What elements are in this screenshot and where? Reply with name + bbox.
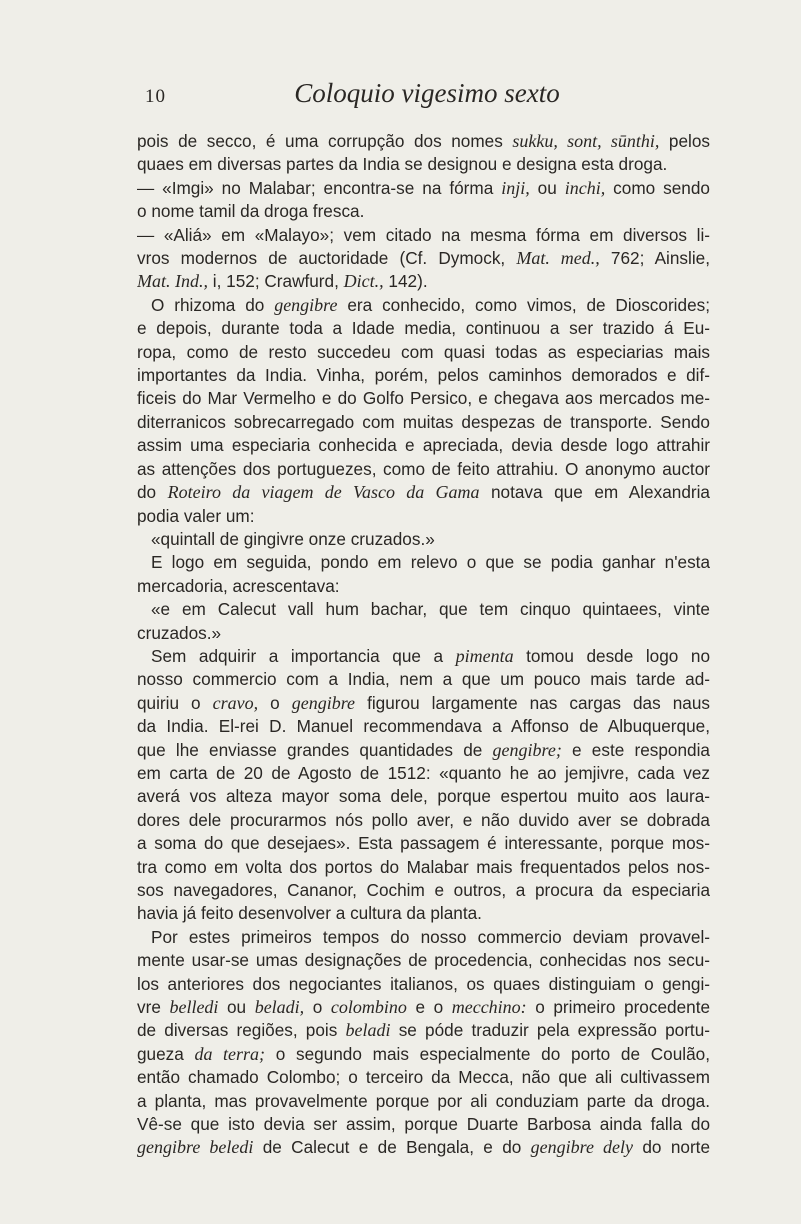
text-line	[137, 528, 710, 551]
text-run: e depois, durante toda a Idade media, continuou a ser trazido á Eu-	[137, 318, 710, 339]
text-run: gueza	[137, 1043, 195, 1064]
text-run: averá vos alteza mayor soma dele, porque espertou muito aos laura-	[137, 786, 710, 807]
text-run: Por estes primeiros tempos do nosso commercio deviam provavel-	[151, 926, 710, 947]
text-line	[137, 1019, 710, 1042]
text-line	[137, 1066, 710, 1089]
text-run: o	[258, 692, 292, 713]
text-line	[137, 668, 710, 691]
italic-term: colombino	[330, 997, 407, 1018]
text-run: de diversas regiões, pois	[137, 1020, 346, 1041]
text-run: mercadoria, acrescentava:	[137, 575, 340, 596]
text-run: figurou largamente nas cargas das naus	[355, 692, 710, 713]
text-line	[137, 575, 710, 598]
text-run: pois de secco, é uma corrupção dos nomes	[137, 131, 513, 151]
text-run: em carta de 20 de Agosto de 1512: «quanto he ao jemjivre, cada vez	[137, 762, 710, 783]
text-line	[137, 645, 710, 668]
text-line	[137, 247, 710, 270]
italic-term: belledi	[169, 997, 219, 1018]
text-run: «quintall de gingivre onze cruzados.»	[151, 528, 435, 549]
text-run: nosso commercio com a India, nem a que um pouco mais tarde ad-	[137, 669, 710, 690]
text-run: Sem adquirir a importancia que a	[151, 645, 456, 666]
text-run: «e em Calecut vall hum bachar, que tem cinquo quintaees, vinte	[151, 599, 710, 620]
text-run: los anteriores dos negociantes italianos, os quaes distinguiam o gengi-	[137, 973, 710, 994]
italic-term: gengibre dely	[530, 1137, 634, 1158]
text-line	[137, 692, 710, 715]
text-run: a soma do que desejaes». Esta passagem é interessante, porque mos-	[137, 833, 710, 854]
text-line	[137, 270, 710, 293]
text-line	[137, 153, 710, 176]
text-line	[137, 551, 710, 574]
text-line	[137, 996, 710, 1019]
text-line	[137, 785, 710, 808]
italic-term: inji,	[501, 177, 530, 198]
text-run: do norte	[633, 1137, 710, 1158]
italic-term: sukku, sont, sūnthi,	[512, 131, 660, 151]
text-run: cruzados.»	[137, 622, 222, 643]
italic-term: Dict.,	[343, 271, 384, 292]
text-line	[137, 411, 710, 434]
page-header	[145, 78, 709, 118]
text-run: O rhizoma do	[151, 294, 275, 315]
text-line	[137, 902, 710, 925]
italic-term: beladi	[345, 1020, 391, 1041]
italic-term: gengibre	[291, 692, 356, 713]
text-run: importantes da India. Vinha, porém, pelos caminhos demorados e dif-	[137, 365, 710, 386]
text-run: o primeiro procedente	[526, 997, 710, 1018]
text-line	[137, 317, 710, 340]
text-run: sos navegadores, Cananor, Cochim e outros, a procura da especiaria	[137, 880, 710, 900]
text-run: podia valer um:	[137, 505, 255, 526]
text-run: ficeis do Mar Vermelho e do Golfo Persico, e chegava aos mercados me-	[137, 388, 710, 409]
text-line	[137, 809, 710, 832]
text-line	[137, 832, 710, 855]
text-run: dores dele procurarmos nós pollo aver, e não duvido aver se dobrada	[137, 809, 710, 830]
text-run: que lhe enviasse grandes quantidades de	[137, 739, 493, 760]
text-run: mente usar-se umas designações de procedencia, conhecidas nos secu-	[137, 950, 710, 971]
text-run: notava que em Alexandria	[479, 482, 710, 503]
text-line	[137, 1113, 710, 1136]
text-line	[137, 224, 710, 247]
text-line	[137, 364, 710, 387]
text-run: ou	[218, 997, 255, 1018]
italic-term: pimenta	[455, 645, 514, 666]
italic-term: Mat. med.,	[516, 248, 600, 269]
page-number: 10	[145, 86, 166, 107]
text-line	[137, 1136, 710, 1159]
text-line	[137, 973, 710, 996]
text-run: quaes em diversas partes da India se designou e designa esta droga.	[137, 154, 668, 175]
text-line	[137, 130, 710, 153]
body-text	[137, 130, 710, 1160]
italic-term: gengibre	[274, 294, 338, 315]
text-line	[137, 622, 710, 645]
text-run: o	[304, 997, 331, 1018]
text-run: de Calecut e de Bengala, e do	[253, 1137, 531, 1158]
italic-term: cravo,	[212, 692, 259, 713]
italic-term: Mat. Ind.,	[137, 271, 208, 292]
text-run: do	[137, 482, 168, 503]
text-run: o segundo mais especialmente do porto de Coulão,	[264, 1043, 710, 1064]
text-run: quiriu o	[137, 692, 213, 713]
text-run: havia já feito desenvolver a cultura da planta.	[137, 903, 482, 924]
text-line	[137, 1043, 710, 1066]
text-line	[137, 926, 710, 949]
text-run: o nome tamil da droga fresca.	[137, 201, 365, 222]
text-line	[137, 387, 710, 410]
running-title: Coloquio vigesimo sexto	[294, 78, 560, 108]
text-run: i, 152; Crawfurd,	[208, 271, 344, 292]
text-line	[137, 505, 710, 528]
text-run: E logo em seguida, pondo em relevo o que se podia ganhar n'esta	[151, 552, 710, 573]
text-line	[137, 949, 710, 972]
text-run: ou	[529, 177, 565, 198]
text-run: então chamado Colombo; o terceiro da Mecca, não que ali cultivassem	[137, 1067, 710, 1088]
text-line	[137, 739, 710, 762]
text-line	[137, 177, 710, 200]
text-run: 142).	[383, 271, 428, 292]
text-run: vre	[137, 997, 170, 1018]
text-run: vros modernos de auctoridade (Cf. Dymock,	[137, 248, 517, 269]
text-run: e o	[406, 997, 452, 1018]
text-line	[137, 715, 710, 738]
text-line	[137, 598, 710, 621]
text-line	[137, 294, 710, 317]
text-run: Vê-se que isto devia ser assim, porque Duarte Barbosa ainda falla do	[137, 1114, 710, 1135]
text-run: a planta, mas provavelmente porque por ali conduziam parte da droga.	[137, 1090, 710, 1111]
text-line	[137, 879, 710, 902]
italic-term: gengibre;	[492, 739, 562, 760]
text-run: diterranicos sobrecarregado com muitas despezas de transporte. Sendo	[137, 411, 710, 432]
text-run: e este respondia	[561, 739, 710, 760]
text-line	[137, 481, 710, 504]
text-run: se póde traduzir pela expressão portu-	[390, 1020, 710, 1041]
italic-term: da terra;	[194, 1043, 265, 1064]
italic-term: mecchino:	[451, 997, 527, 1018]
italic-term: Roteiro da viagem de Vasco da Gama	[167, 482, 480, 503]
text-line	[137, 434, 710, 457]
text-run: era conhecido, como vimos, de Dioscorides;	[337, 294, 710, 315]
text-line	[137, 458, 710, 481]
italic-term: inchi,	[564, 177, 606, 198]
text-run: como sendo	[605, 177, 710, 198]
text-run: da India. El-rei D. Manuel recommendava a Affonso de Albuquerque,	[137, 716, 710, 737]
italic-term: beladi,	[254, 997, 305, 1018]
text-line	[137, 200, 710, 223]
text-line	[137, 1090, 710, 1113]
italic-term: gengibre beledi	[137, 1137, 254, 1158]
text-run: assim uma especiaria conhecida e apreciada, devia desde logo attrahir	[137, 435, 710, 456]
text-line	[137, 856, 710, 879]
text-line	[137, 762, 710, 785]
text-run: — «Imgi» no Malabar; encontra-se na fórma	[137, 177, 502, 198]
text-run: pelos	[659, 131, 710, 151]
text-line	[137, 341, 710, 364]
text-run: as attenções dos portuguezes, como de feito attrahiu. O anonymo auctor	[137, 458, 710, 479]
text-run: ropa, como de resto succedeu com quasi todas as especiarias mais	[137, 341, 710, 362]
text-run: 762; Ainslie,	[599, 248, 710, 269]
text-run: tra como em volta dos portos do Malabar mais frequentados pelos nos-	[137, 856, 710, 877]
text-run: tomou desde logo no	[513, 645, 710, 666]
text-run: — «Aliá» em «Malayo»; vem citado na mesma fórma em diversos li-	[137, 224, 710, 245]
